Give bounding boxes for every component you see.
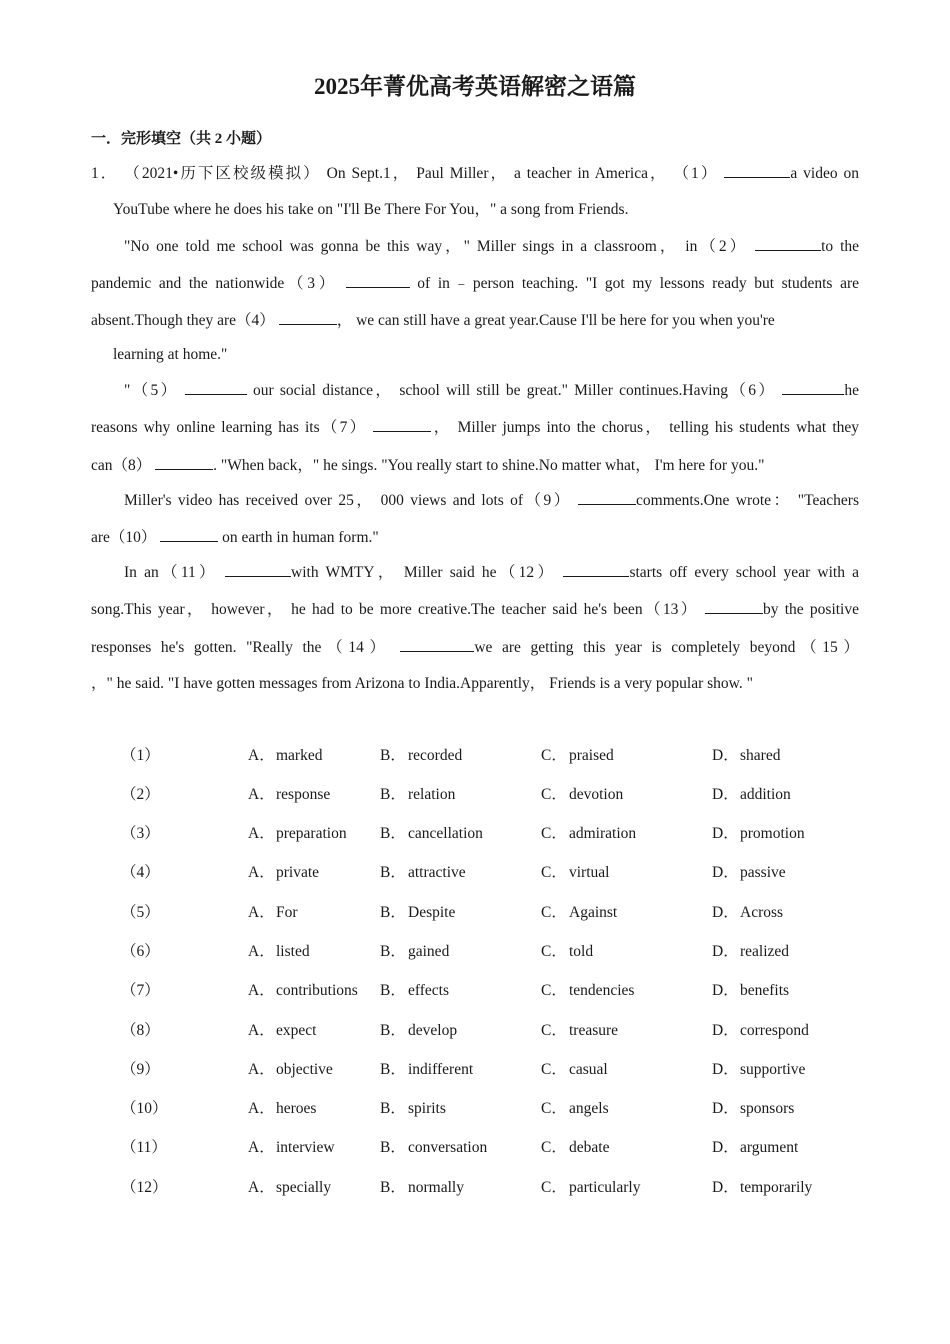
blank-1[interactable] — [724, 163, 790, 178]
option-b[interactable]: B． gained — [380, 943, 450, 960]
option-c[interactable]: C． angels — [541, 1100, 609, 1117]
option-d[interactable]: D．argument — [712, 1139, 799, 1156]
option-a[interactable]: A．specially — [248, 1179, 332, 1196]
passage-line: In an（11） with WMTY， Miller said he（12） starts off every school year with a — [124, 564, 860, 581]
option-d[interactable]: D．correspond — [712, 1022, 809, 1039]
blank-9[interactable] — [578, 490, 636, 505]
passage-line: are（10） on earth in human form." — [91, 529, 379, 546]
passage-line: responses he's gotten. "Really the（14） we are getting this year is completely beyond（15） — [91, 639, 860, 656]
option-row: （4） A．private B． attractive C． virtual D．passive — [0, 862, 950, 884]
section-heading: 一．完形填空（共 2 小题） — [91, 131, 272, 147]
option-row: （9） A．objective B． indifferent C． casual D．supportive — [0, 1059, 950, 1081]
option-b[interactable]: B． normally — [380, 1179, 464, 1196]
option-b[interactable]: B． Despite — [380, 904, 456, 921]
option-b[interactable]: B． spirits — [380, 1100, 446, 1117]
option-d[interactable]: D．temporarily — [712, 1179, 813, 1196]
option-a[interactable]: A．expect — [248, 1022, 317, 1039]
option-b[interactable]: B． attractive — [380, 864, 466, 881]
blank-7[interactable] — [373, 417, 431, 432]
option-d[interactable]: D．benefits — [712, 982, 790, 999]
question-number: 1． — [91, 165, 119, 182]
option-c[interactable]: C． particularly — [541, 1179, 641, 1196]
blank-12[interactable] — [563, 562, 629, 577]
option-a[interactable]: A．For — [248, 904, 298, 921]
option-row: （2） A．response B． relation C． devotion D．addition — [0, 784, 950, 806]
option-b[interactable]: B． develop — [380, 1022, 458, 1039]
passage-line: absent.Though they are（4） ， we can still have a great year.Cause I'll be here for you when you're — [91, 312, 775, 329]
option-row: （3） A．preparation B． cancellation C． admiration D．promotion — [0, 823, 950, 845]
passage-line: reasons why online learning has its（7） ， Miller jumps into the chorus， telling his students what they — [91, 419, 860, 436]
option-row: （7） A．contributions B． effects C． tendencies D．benefits — [0, 980, 950, 1002]
blank-14[interactable] — [400, 637, 474, 652]
passage-line: ，" he said. "I have gotten messages from Arizona to India.Apparently， Friends is a very popular show. " — [91, 675, 753, 692]
option-d[interactable]: D．promotion — [712, 825, 805, 842]
option-b[interactable]: B． recorded — [380, 747, 463, 764]
option-b[interactable]: B． effects — [380, 982, 450, 999]
option-row: （11） A．interview B． conversation C． debate D．argument — [0, 1137, 950, 1159]
option-a[interactable]: A．listed — [248, 943, 310, 960]
option-a[interactable]: A．interview — [248, 1139, 335, 1156]
blank-13[interactable] — [705, 599, 763, 614]
option-c[interactable]: C． Against — [541, 904, 618, 921]
option-b[interactable]: B． conversation — [380, 1139, 488, 1156]
page-title: 2025年菁优高考英语解密之语篇 — [314, 74, 636, 99]
option-c[interactable]: C． virtual — [541, 864, 610, 881]
option-b[interactable]: B． relation — [380, 786, 456, 803]
option-d[interactable]: D．supportive — [712, 1061, 806, 1078]
passage-line: pandemic and the nationwide（3） of in﹣person teaching. "I got my lessons ready but students are — [91, 275, 859, 292]
option-a[interactable]: A．preparation — [248, 825, 347, 842]
blank-5[interactable] — [185, 380, 247, 395]
option-d[interactable]: D．Across — [712, 904, 784, 921]
passage-line: learning at home." — [113, 346, 228, 363]
option-c[interactable]: C． admiration — [541, 825, 637, 842]
passage-line: 1． （2021•历下区校级模拟） On Sept.1， Paul Miller， a teacher in America， （1） a video on — [91, 165, 859, 182]
blank-8[interactable] — [155, 455, 213, 470]
blank-4[interactable] — [279, 310, 337, 325]
option-a[interactable]: A．response — [248, 786, 331, 803]
passage-line: can（8） . "When back，" he sings. "You really start to shine.No matter what， I'm here for you." — [91, 457, 765, 474]
option-c[interactable]: C． treasure — [541, 1022, 619, 1039]
option-c[interactable]: C． devotion — [541, 786, 624, 803]
blank-10[interactable] — [160, 527, 218, 542]
passage-line: song.This year， however， he had to be more creative.The teacher said he's been（13） by the positive — [91, 601, 859, 618]
option-row: （5） A．For B． Despite C． Against D．Across — [0, 902, 950, 924]
option-c[interactable]: C． told — [541, 943, 594, 960]
option-d[interactable]: D．shared — [712, 747, 781, 764]
option-a[interactable]: A．objective — [248, 1061, 333, 1078]
blank-2[interactable] — [755, 236, 821, 251]
passage-line: "（5） our social distance， school will still be great." Miller continues.Having（6） he — [124, 382, 860, 399]
option-a[interactable]: A．marked — [248, 747, 323, 764]
option-a[interactable]: A．contributions — [248, 982, 358, 999]
question-source: （2021•历下区校级模拟） — [124, 165, 321, 182]
option-c[interactable]: C． debate — [541, 1139, 610, 1156]
passage-line: Miller's video has received over 25， 000 views and lots of（9） comments.One wrote： "Teachers — [124, 492, 859, 509]
option-b[interactable]: B． indifferent — [380, 1061, 474, 1078]
passage-line: "No one told me school was gonna be this way，" Miller sings in a classroom， in（2） to the — [124, 238, 860, 255]
option-d[interactable]: D．sponsors — [712, 1100, 795, 1117]
option-b[interactable]: B． cancellation — [380, 825, 483, 842]
blank-3[interactable] — [346, 273, 410, 288]
blank-6[interactable] — [782, 380, 844, 395]
option-d[interactable]: D．realized — [712, 943, 790, 960]
option-c[interactable]: C． praised — [541, 747, 614, 764]
option-row: （10） A．heroes B． spirits C． angels D．sponsors — [0, 1098, 950, 1120]
option-d[interactable]: D．addition — [712, 786, 791, 803]
option-c[interactable]: C． casual — [541, 1061, 608, 1078]
option-row: （12） A．specially B． normally C． particularly D．temporarily — [0, 1177, 950, 1199]
option-c[interactable]: C． tendencies — [541, 982, 635, 999]
option-a[interactable]: A．private — [248, 864, 320, 881]
option-row: （6） A．listed B． gained C． told D．realized — [0, 941, 950, 963]
option-row: （8） A．expect B． develop C． treasure D．correspond — [0, 1020, 950, 1042]
blank-11[interactable] — [225, 562, 291, 577]
option-d[interactable]: D．passive — [712, 864, 786, 881]
option-a[interactable]: A．heroes — [248, 1100, 317, 1117]
passage-line: YouTube where he does his take on "I'll Be There For You，" a song from Friends. — [113, 201, 629, 218]
option-row: （1） A．marked B． recorded C． praised D．shared — [0, 745, 950, 767]
